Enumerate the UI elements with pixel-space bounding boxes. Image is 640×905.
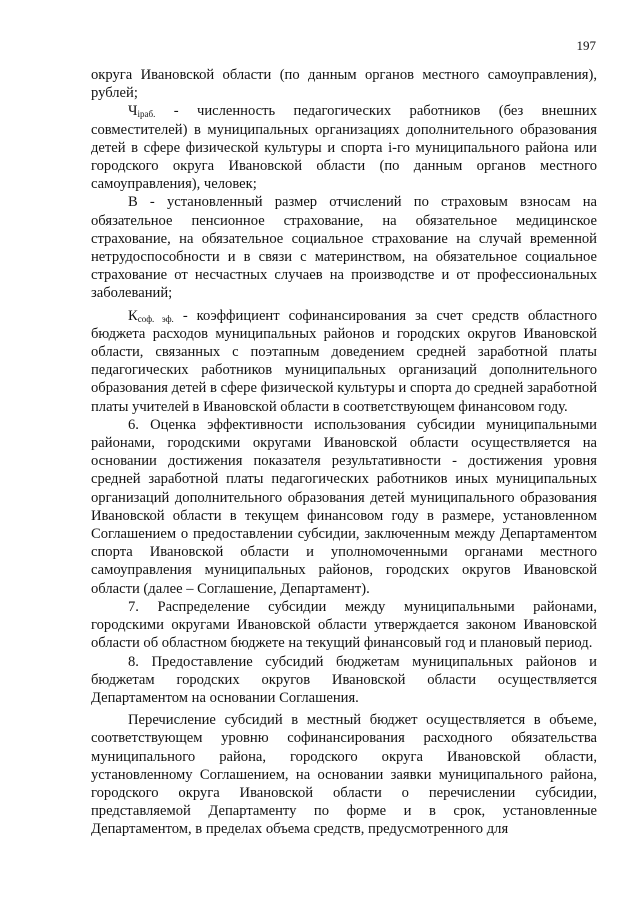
definition-ch-irab bbox=[91, 102, 597, 193]
paragraph-7: 7. Распределение субсидии между муниципальными районами, городскими округами Ивановской области утверждается законом Ивановской области об областном бюджете на текущий финансовый год и плановый период. bbox=[91, 598, 597, 652]
paragraph-continuation: округа Ивановской области (по данным органов местного самоуправления), рублей; bbox=[91, 67, 597, 102]
definition-k-sof bbox=[91, 307, 597, 416]
formula-symbol: К bbox=[128, 307, 138, 324]
paragraph-8: 8. Предоставление субсидий бюджетам муниципальных районов и бюджетам городских округов Ивановской области осуществляется Департаментом на основании Соглашения. bbox=[91, 653, 597, 706]
document-body bbox=[91, 66, 597, 839]
definition-v: В - установленный размер отчислений по страховым взносам на обязательное пенсионное страхование, на обязательное медицинское страхование, на обязательное социальное страхование на случай временной нетрудоспособности и в связи с материнством, на обязательное социальное страхование от несчастных случаев на производстве и от профессиональных заболеваний; bbox=[91, 194, 597, 302]
formula-subscript: соф. эф. bbox=[137, 313, 174, 324]
definition-text: - коэффициент софинансирования за счет средств областного бюджета расходов муниципальных районов и городских округов Ивановской области, связанных с поэтапным доведением средней заработной платы педагогических работников муниципальных организаций дополнительного образования детей в сфере физической культуры и спорта до средней заработной платы учителей в Ивановской области в соответствующем финансовом году. bbox=[91, 307, 598, 415]
formula-subscript: iраб. bbox=[137, 109, 156, 120]
paragraph-transfer: Перечисление субсидий в местный бюджет осуществляется в объеме, соответствующем уровню софинансирования расходного обязательства муниципального района, городского округа Ивановской области, установленному Соглашением, на основании заявки муниципального района, городского округа Ивановской области о перечислении субсидии, представляемой Департаменту по форме и в срок, установленные Департаментом, в пределах объема средств, предусмотренного для bbox=[91, 712, 597, 838]
page-number: 197 bbox=[576, 38, 596, 53]
formula-symbol: Ч bbox=[128, 103, 138, 120]
definition-text: - численность педагогических работников (без внешних совместителей) в муниципальных организациях дополнительного образования детей в сфере физической культуры и спорта i-го муниципального района или городского округа Ивановской области (по данным органов местного самоуправления), человек; bbox=[91, 103, 597, 193]
paragraph-6: 6. Оценка эффективности использования субсидии муниципальными районами, городскими округами Ивановской области осуществляется на основании достижения показателя результативности - достижения уровня средней заработной платы педагогических работников иных муниципальных организаций дополнительного образования детей муниципального образования Ивановской области в текущем финансовом году в размере, установленном Соглашением о предоставлении субсидии, заключенным между Департаментом спорта Ивановской области и уполномоченными органами местного самоуправления муниципальных районов, городских округов Ивановской области (далее – Соглашение, Департамент). bbox=[91, 416, 597, 597]
